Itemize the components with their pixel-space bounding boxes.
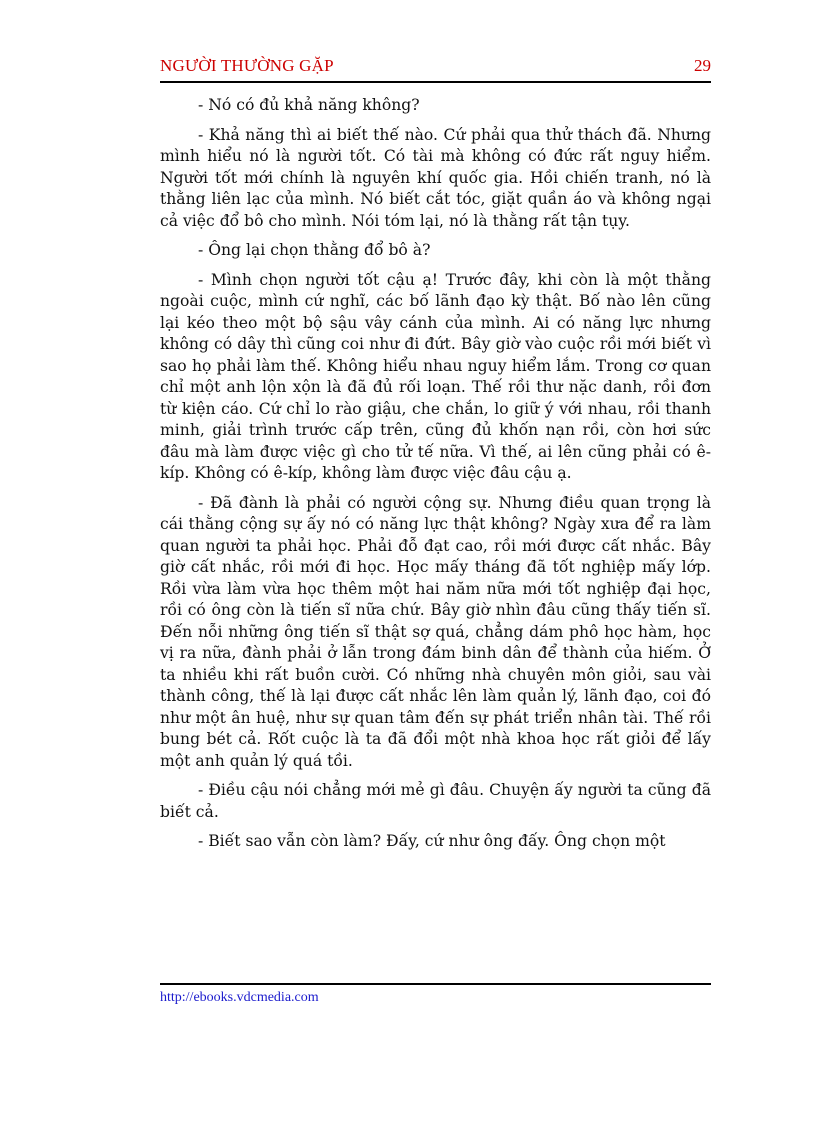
footer-divider <box>160 983 711 985</box>
body-text <box>160 95 711 861</box>
paragraph: - Mình chọn người tốt cậu ạ! Trước đây, khi còn là một thằng ngoài cuộc, mình cứ nghĩ, các bố lãnh đạo kỳ thật. Bố nào lên cũng lại kéo theo một bộ sậu vây cánh của mình. Ai có năng lực nhưng không có dây thì cũng coi như đi đứt. Bây giờ vào cuộc rồi mới biết vì sao họ phải làm thế. Không hiểu nhau nguy hiểm lắm. Trong cơ quan chỉ một anh lộn xộn là đã đủ rối loạn. Thế rồi thư nặc danh, rồi đơn từ kiện cáo. Cứ chỉ lo rào giậu, che chắn, lo giữ ý với nhau, rồi thanh minh, giải trình trước cấp trên, cũng đủ khốn nạn rồi, còn hơi sức đâu mà làm được việc gì cho tử tế nữa. Vì thế, ai lên cũng phải có ê-kíp. Không có ê-kíp, không làm được việc đâu cậu ạ. <box>160 270 711 482</box>
page-header <box>160 56 711 78</box>
paragraph: - Biết sao vẫn còn làm? Đấy, cứ như ông đấy. Ông chọn một <box>198 832 666 850</box>
footer-url-link[interactable]: http://ebooks.vdcmedia.com <box>160 990 319 1005</box>
running-title: NGƯỜI THƯỜNG GẶP <box>160 56 334 75</box>
paragraph: - Điều cậu nói chẳng mới mẻ gì đâu. Chuyện ấy người ta cũng đã biết cả. <box>160 781 711 821</box>
paragraph: - Nó có đủ khả năng không? <box>198 96 420 114</box>
header-divider <box>160 81 711 83</box>
paragraph: - Đã đành là phải có người cộng sự. Nhưng điều quan trọng là cái thằng cộng sự ấy nó có năng lực thật không? Ngày xưa để ra làm quan người ta phải học. Phải đỗ đạt cao, rồi mới được cất nhắc. Bây giờ cất nhắc, rồi mới đi học. Học mấy tháng đã tốt nghiệp mấy lớp. Rồi vừa làm vừa học thêm một hai năm nữa mới tốt nghiệp đại học, rồi có ông còn là tiến sĩ nữa chứ. Bây giờ nhìn đâu cũng thấy tiến sĩ. Đến nỗi những ông tiến sĩ thật sợ quá, chẳng dám phô học hàm, học vị ra nữa, đành phải ở lẫn trong đám binh dân để thành của hiếm. Ở ta nhiều khi rất buồn cười. Có những nhà chuyên môn giỏi, sau vài thành công, thế là lại được cất nhắc lên làm quản lý, lãnh đạo, coi đó như một ân huệ, như sự quan tâm đến sự phát triển nhân tài. Thế rồi bung bét cả. Rốt cuộc là ta đã đổi một nhà khoa học rất giỏi để lấy một anh quản lý quá tồi. <box>160 493 711 770</box>
paragraph: - Ông lại chọn thằng đổ bô à? <box>198 241 431 259</box>
page-number: 29 <box>694 56 711 75</box>
paragraph: - Khả năng thì ai biết thế nào. Cứ phải qua thử thách đã. Nhưng mình hiểu nó là người tốt. Có tài mà không có đức rất nguy hiểm. Người tốt mới chính là nguyên khí quốc gia. Hồi chiến tranh, nó là thằng liên lạc của mình. Nó biết cắt tóc, giặt quần áo và không ngại cả việc đổ bô cho mình. Nói tóm lại, nó là thằng rất tận tụy. <box>160 125 711 230</box>
